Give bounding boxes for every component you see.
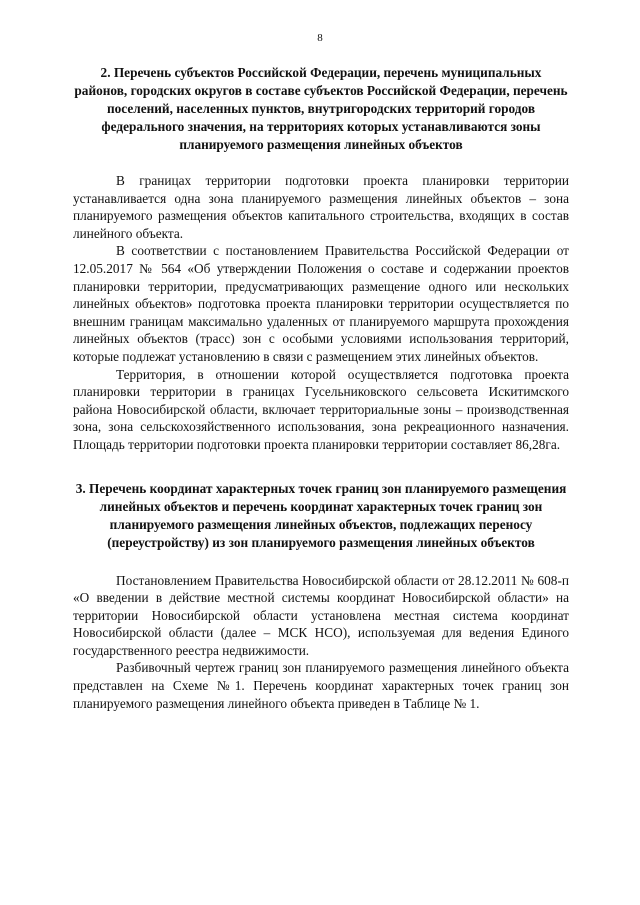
page-content xyxy=(73,64,569,712)
section-2-heading: 2. Перечень субъектов Российской Федерации, перечень муниципальных районов, городских округов в составе субъектов Российской Федерации, перечень поселений, населенных пунктов, внутригородских территорий городов федерального значения, на территориях которых устанавливаются зоны планируемого размещения линейных объектов xyxy=(74,65,568,152)
spacer xyxy=(73,454,569,480)
section-3-paragraph-1: Постановлением Правительства Новосибирской области от 28.12.2011 № 608-п «О введении в действие местной системы координат Новосибирской области» на территории Новосибирской области установлена местная система координат Новосибирской области (далее – МСК НСО), используемая для ведения Единого государственного реестра недвижимости. xyxy=(73,572,569,658)
section-3-heading: 3. Перечень координат характерных точек границ зон планируемого размещения линейных объектов и перечень координат характерных точек границ зон планируемого размещения линейных объектов, подлежащих переносу (переустройству) из зон планируемого размещения линейных объектов xyxy=(75,480,567,550)
section-2 xyxy=(73,64,569,454)
page-number: 8 xyxy=(317,32,323,44)
section-3-paragraph-2: Разбивочный чертеж границ зон планируемого размещения линейного объекта представлен на Схеме №1. Перечень координат характерных точек границ зон планируемого размещения линейного объекта приведен в Таблице № 1. xyxy=(73,660,569,711)
section-2-paragraph-3: Территория, в отношении которой осуществляется подготовка проекта планировки территории в границах Гусельниковского сельсовета Искитимского района Новосибирской области, включает территориальные зоны – производственная зона, зона сельскохозяйственного использования, зона рекреационного назначения. Площадь территории подготовки проекта планировки территории составляет 86,28га. xyxy=(73,366,569,452)
section-2-paragraph-2: В соответствии с постановлением Правительства Российской Федерации от 12.05.2017 № 564 «Об утверждении Положения о составе и содержании проектов планировки территории, предусматривающих размещение одного или нескольких линейных объектов» подготовка проекта планировки территории осуществляется по внешним границам максимально удаленных от планируемого маршрута прохождения линейных объектов (трасс) зон с особыми условиями использования территорий, которые подлежат установлению в связи с размещением этих линейных объектов. xyxy=(73,243,569,364)
section-3 xyxy=(73,480,569,713)
spacer xyxy=(73,154,569,172)
spacer xyxy=(73,552,569,572)
section-2-paragraph-1: В границах территории подготовки проекта планировки территории устанавливается одна зона планируемого размещения линейных объектов – зона планируемого размещения объектов капитального строительства, входящих в состав линейного объекта. xyxy=(73,173,569,241)
